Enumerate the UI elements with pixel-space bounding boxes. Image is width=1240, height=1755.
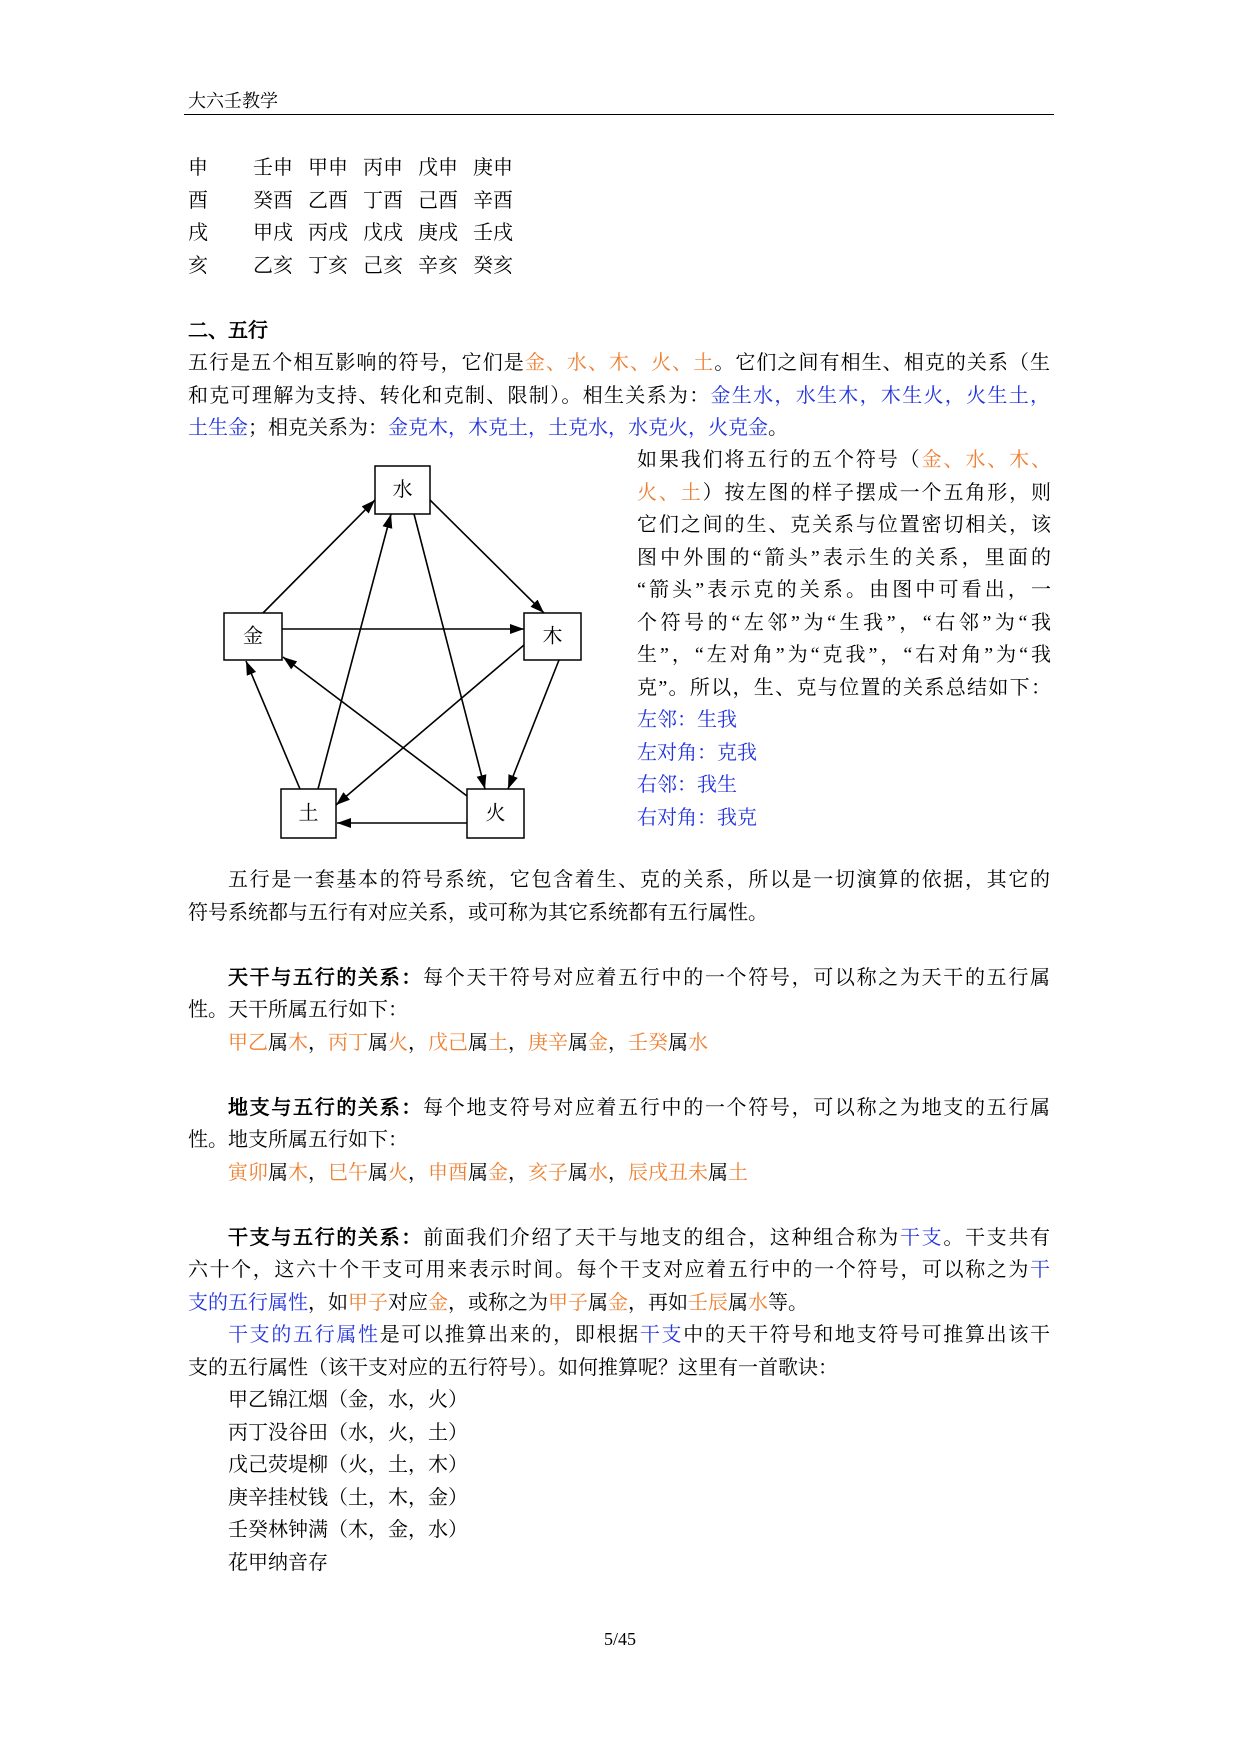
text-segment: 属: [588, 1291, 608, 1314]
body-section: [188, 864, 1050, 1579]
node-huo: [467, 789, 524, 838]
text-segment: 符号系统都与五行有对应关系，或可称为其它系统都有五行属性。: [188, 901, 768, 924]
page-number: 5/45: [603, 1629, 636, 1649]
text-segment: ，: [608, 1161, 628, 1184]
highlighted-text: 水: [588, 1161, 608, 1184]
wuxing-diagram: [200, 450, 600, 850]
highlighted-text: 干支: [639, 1324, 684, 1346]
ganzhi-cell: 丙申: [363, 157, 403, 179]
highlighted-text: 木: [288, 1161, 308, 1184]
paragraph-line: [188, 897, 1050, 930]
ganzhi-cell: 辛亥: [418, 254, 458, 277]
text-segment: 花甲纳音存: [228, 1551, 328, 1574]
relation-summary-line: [637, 769, 1051, 802]
text-segment: 性。天干所属五行如下：: [188, 999, 408, 1021]
paragraph-line: [188, 962, 1050, 995]
highlighted-text: 木: [288, 1031, 308, 1054]
paragraph-line: [188, 1352, 1050, 1385]
text-segment: “箭头”表示克的关系。由图中可看出，一: [637, 579, 1051, 601]
node-label: 木: [542, 625, 563, 648]
highlighted-text: 甲乙: [228, 1031, 268, 1054]
node-shui: [375, 466, 430, 514]
diagram-explanation: [637, 444, 1051, 834]
highlighted-text: 土: [488, 1031, 508, 1054]
ganzhi-cell: 丁酉: [363, 189, 403, 212]
highlighted-text: 右对角：我克: [637, 806, 757, 829]
verse-line: [188, 1547, 1050, 1580]
ganzhi-row: [188, 185, 1050, 218]
highlighted-text: 干支: [899, 1226, 944, 1249]
highlighted-text: 火: [388, 1031, 408, 1054]
highlighted-text: 左邻：生我: [637, 709, 737, 731]
arrow-tu-to-shui: [318, 514, 391, 789]
text-segment: 壬癸林钟满（木，金，水）: [228, 1519, 468, 1541]
ganzhi-cell: 丁亥: [308, 254, 348, 277]
paragraph-line: [637, 444, 1051, 477]
highlighted-text: 寅卯: [228, 1161, 268, 1184]
text-segment: 属: [708, 1161, 728, 1184]
node-jin: [224, 613, 282, 660]
arrow-shui-to-huo: [414, 514, 485, 789]
text-segment: ，再如: [628, 1291, 688, 1314]
text-segment: ，: [408, 1161, 428, 1184]
text-segment: 对应: [388, 1291, 428, 1314]
highlighted-text: 金: [588, 1031, 608, 1054]
text-segment: ，: [308, 1161, 328, 1184]
text-segment: 属: [268, 1031, 288, 1054]
header-rule: [184, 114, 1054, 115]
paragraph-line: [188, 1254, 1050, 1287]
text-segment: 属: [668, 1031, 688, 1054]
text-segment: 性。地支所属五行如下：: [188, 1129, 408, 1151]
bold-label: 地支与五行的关系：: [228, 1096, 424, 1119]
arrow-mu-to-huo: [508, 660, 559, 789]
paragraph-line: [637, 672, 1051, 705]
text-segment: 六十个，这六十个干支可用来表示时间。每个干支对应着五行中的一个符号，可以称之为: [188, 1259, 1030, 1281]
ganzhi-cell: 己酉: [418, 189, 458, 212]
text-segment: 个符号的“左邻”为“生我”，“右邻”为“我: [637, 611, 1051, 634]
ganzhi-cell: 癸亥: [473, 254, 513, 277]
paragraph-line: [188, 994, 1050, 1027]
highlighted-text: 辰戌丑未: [628, 1161, 708, 1184]
branch-label: 亥: [188, 254, 208, 277]
paragraph-line: [188, 380, 1050, 413]
bold-label: 干支与五行的关系：: [228, 1226, 424, 1249]
highlighted-text: 金、水、木、: [921, 449, 1052, 471]
highlighted-text: 巳午: [328, 1161, 368, 1184]
text-segment: 克”。所以，生、克与位置的关系总结如下：: [637, 676, 1051, 699]
text-segment: 属: [268, 1161, 288, 1184]
node-label: 土: [298, 802, 319, 825]
ganzhi-cell: 癸酉: [253, 189, 293, 212]
paragraph-line: [637, 477, 1051, 510]
text-segment: ，如: [308, 1291, 348, 1314]
ganzhi-cell: 庚申: [473, 157, 513, 179]
highlighted-text: 申酉: [428, 1161, 468, 1184]
top-section: [188, 152, 1050, 445]
highlighted-text: 亥子: [528, 1161, 568, 1184]
ganzhi-row: [188, 250, 1050, 283]
verse-line: [188, 1449, 1050, 1482]
running-header: 大六壬教学: [188, 91, 278, 111]
text-segment: 中的天干符号和地支符号可推算出该干: [683, 1324, 1051, 1346]
highlighted-text: 火: [388, 1161, 408, 1184]
text-segment: 生”，“左对角”为“克我”，“右对角”为“我: [637, 644, 1051, 666]
highlighted-text: 干: [1030, 1259, 1050, 1281]
text-segment: 属: [468, 1031, 488, 1054]
highlighted-text: 火、土: [637, 481, 703, 504]
ganzhi-cell: 辛酉: [473, 189, 513, 212]
bold-label: 天干与五行的关系：: [228, 966, 424, 989]
text-segment: 每个天干符号对应着五行中的一个符号，可以称之为天干的五行属: [423, 966, 1051, 989]
text-segment: 每个地支符号对应着五行中的一个符号，可以称之为地支的五行属: [423, 1096, 1051, 1119]
paragraph-line: [188, 1287, 1050, 1320]
text-segment: ，: [608, 1031, 628, 1054]
ganzhi-cell: 丙戌: [308, 222, 348, 244]
paragraph-line: [637, 607, 1051, 640]
text-segment: 前面我们介绍了天干与地支的组合，这种组合称为: [423, 1226, 900, 1249]
node-label: 火: [485, 802, 506, 825]
text-segment: 图中外围的“箭头”表示生的关系，里面的: [637, 546, 1051, 569]
highlighted-text: 水: [748, 1291, 768, 1314]
paragraph-line: [188, 1124, 1050, 1157]
paragraph-line: [188, 412, 1050, 445]
ganzhi-row: [188, 152, 1050, 185]
branch-label: 戌: [188, 222, 208, 244]
highlighted-text: 金生水，水生木，木生火，火生土，: [710, 384, 1051, 407]
highlighted-text: 右邻：我生: [637, 774, 737, 796]
highlighted-text: 土生金: [188, 417, 248, 439]
node-label: 金: [243, 625, 263, 648]
arrow-huo-to-jin: [283, 657, 467, 796]
text-segment: 。: [768, 417, 788, 439]
highlighted-text: 丙丁: [328, 1031, 368, 1054]
verse-line: [188, 1417, 1050, 1450]
paragraph-line: [188, 347, 1050, 380]
ganzhi-cell: 戊戌: [363, 222, 403, 244]
paragraph-line: [188, 864, 1050, 897]
text-segment: 。它们之间有相生、相克的关系（生: [714, 352, 1051, 374]
ganzhi-cell: 甲申: [308, 157, 348, 179]
branch-label: 酉: [188, 189, 208, 212]
text-segment: ，: [508, 1161, 528, 1184]
paragraph-line: [637, 639, 1051, 672]
relation-summary-line: [637, 704, 1051, 737]
ganzhi-cell: 戊申: [418, 157, 458, 179]
attribute-list-line: [188, 1157, 1050, 1190]
text-segment: 属: [468, 1161, 488, 1184]
highlighted-text: 金克木，木克土，土克水，水克火，火克金: [388, 417, 768, 439]
text-segment: ，或称之为: [448, 1291, 548, 1314]
highlighted-text: 金: [428, 1291, 448, 1314]
highlighted-text: 壬辰: [688, 1291, 728, 1314]
highlighted-text: 金: [608, 1291, 628, 1314]
text-segment: 属: [368, 1161, 388, 1184]
text-segment: 属: [728, 1291, 748, 1314]
paragraph-line: [637, 509, 1051, 542]
text-segment: 庚辛挂杖钱（土，木，金）: [228, 1486, 468, 1509]
attribute-list-line: [188, 1027, 1050, 1060]
text-segment: 是可以推算出来的，即根据: [379, 1324, 640, 1346]
verse-line: [188, 1514, 1050, 1547]
text-segment: 等。: [768, 1291, 808, 1314]
text-segment: 支的五行属性（该干支对应的五行符号）。如何推算呢？这里有一首歌诀：: [188, 1356, 838, 1379]
verse-line: [188, 1482, 1050, 1515]
text-segment: ，: [408, 1031, 428, 1054]
text-segment: ，: [308, 1031, 328, 1054]
relation-summary-line: [637, 802, 1051, 835]
ganzhi-cell: 乙亥: [253, 254, 293, 277]
highlighted-text: 支的五行属性: [188, 1291, 308, 1314]
ganzhi-cell: 己亥: [363, 254, 403, 277]
relation-summary-line: [637, 737, 1051, 770]
paragraph-line: [637, 574, 1051, 607]
text-segment: ，: [508, 1031, 528, 1054]
text-segment: 属: [568, 1161, 588, 1184]
paragraph-line: [188, 1222, 1050, 1255]
highlighted-text: 甲子: [548, 1291, 588, 1314]
text-segment: 五行是五个相互影响的符号，它们是: [188, 352, 525, 374]
arrow-tu-to-jin: [246, 661, 300, 789]
text-segment: ）按左图的样子摆成一个五角形，则: [702, 481, 1052, 504]
text-segment: ；相克关系为：: [248, 417, 388, 439]
ganzhi-cell: 庚戌: [418, 222, 458, 244]
arrow-mu-to-tu: [336, 645, 524, 805]
highlighted-text: 金、水、木、火、土: [524, 352, 715, 374]
ganzhi-cell: 壬申: [253, 157, 293, 179]
ganzhi-row: [188, 217, 1050, 250]
text-segment: 戊己荧堤柳（火，土，木）: [228, 1454, 468, 1476]
text-segment: 丙丁没谷田（水，火，土）: [228, 1421, 468, 1444]
text-segment: 甲乙锦江烟（金，水，火）: [228, 1389, 468, 1411]
paragraph-line: [188, 1319, 1050, 1352]
highlighted-text: 水: [688, 1031, 708, 1054]
ganzhi-cell: 甲戌: [253, 222, 293, 244]
highlighted-text: 壬癸: [628, 1031, 668, 1054]
highlighted-text: 金: [488, 1161, 508, 1184]
branch-label: 申: [188, 157, 208, 179]
verse-line: [188, 1384, 1050, 1417]
highlighted-text: 庚辛: [528, 1031, 568, 1054]
highlighted-text: 干支的五行属性: [228, 1324, 380, 1346]
text-segment: 属: [568, 1031, 588, 1054]
highlighted-text: 左对角：克我: [637, 741, 757, 764]
highlighted-text: 土: [728, 1161, 748, 1184]
ganzhi-cell: 乙酉: [308, 189, 348, 212]
section-heading: 二、五行: [188, 319, 268, 342]
text-segment: 它们之间的生、克关系与位置密切相关，该: [637, 514, 1051, 536]
node-tu: [281, 789, 336, 838]
node-mu: [524, 613, 581, 660]
paragraph-line: [637, 542, 1051, 575]
arrow-jin-to-shui: [263, 500, 375, 613]
text-segment: 和克可理解为支持、转化和克制、限制）。相生关系为：: [188, 384, 711, 407]
highlighted-text: 甲子: [348, 1291, 388, 1314]
text-segment: 属: [368, 1031, 388, 1054]
node-label: 水: [392, 479, 413, 501]
arrow-shui-to-mu: [430, 500, 544, 613]
paragraph-line: [188, 1092, 1050, 1125]
highlighted-text: 戊己: [428, 1031, 468, 1054]
ganzhi-cell: 壬戌: [473, 222, 513, 244]
text-segment: 如果我们将五行的五个符号（: [637, 449, 922, 471]
text-segment: 。干支共有: [943, 1226, 1051, 1249]
text-segment: 五行是一套基本的符号系统，它包含着生、克的关系，所以是一切演算的依据，其它的: [228, 869, 1050, 891]
